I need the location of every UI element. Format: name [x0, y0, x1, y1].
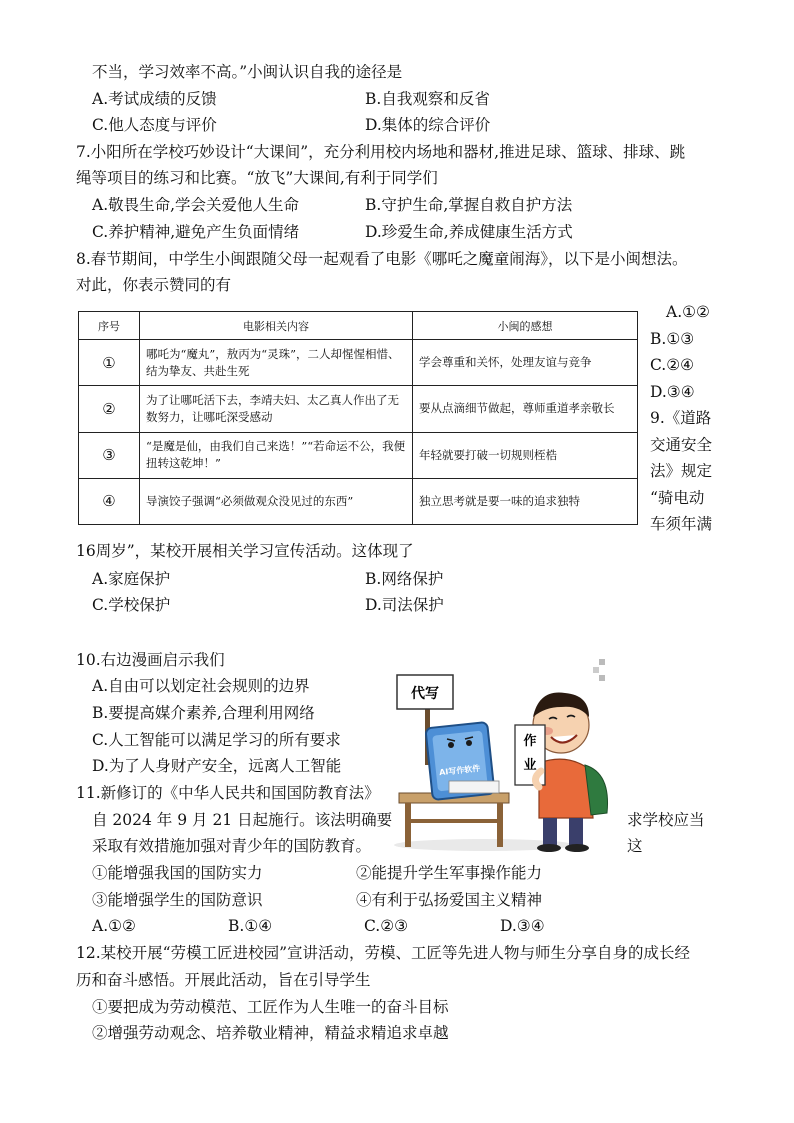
q8-row-thought: 学会尊重和关怀，处理友谊与竞争: [413, 340, 638, 386]
q11-stem-line3a: 采取有效措施加强对青少年的国防教育。: [92, 837, 372, 855]
table-row: [79, 340, 638, 386]
q6-stem-continuation: 不当，学习效率不高。”小闽认识自我的途径是: [92, 63, 403, 81]
q8-row-thought: 要从点滴细节做起，尊师重道孝亲敬长: [413, 386, 638, 432]
q8-row-num: ①: [79, 340, 140, 386]
q11-item-2: ②能提升学生军事操作能力: [356, 864, 543, 882]
q12-item-1: ①要把成为劳动模范、工匠作为人生唯一的奋斗目标: [92, 998, 449, 1016]
q11-stem-line3b: 这: [627, 837, 643, 855]
q8-row-num: ③: [79, 432, 140, 478]
q11-option-a: A.①②: [92, 917, 136, 935]
q8-row-content: 导演饺子强调“必须做观众没见过的东西”: [140, 478, 413, 524]
q8-header-content: 电影相关内容: [140, 312, 413, 340]
table-row: [79, 386, 638, 432]
q7-option-a: A.敬畏生命,学会关爱他人生命: [92, 196, 300, 214]
q8-table: [78, 311, 638, 525]
q11-option-d: D.③④: [500, 917, 545, 935]
q9-stem-side-5: 车须年满: [650, 515, 713, 533]
q8-row-thought: 独立思考就是要一味的追求独特: [413, 478, 638, 524]
q8-row-content: “是魔是仙，由我们自己来选！”“若命运不公，我便扭转这乾坤！”: [140, 432, 413, 478]
q8-row-num: ④: [79, 478, 140, 524]
table-row: [79, 432, 638, 478]
cartoon-sign-text: 代写: [411, 686, 439, 702]
cartoon-screen-text: AI写作软件: [438, 763, 481, 778]
cartoon-paper-text-bottom: 业: [523, 758, 537, 773]
q8-option-b: B.①③: [650, 330, 695, 348]
q8-stem-line1: 8.春节期间，中学生小闽跟随父母一起观看了电影《哪吒之魔童闹海》，以下是小闽想法。: [76, 250, 688, 268]
q7-stem-line2: 绳等项目的练习和比赛。“放飞”大课间,有利于同学们: [76, 169, 438, 187]
q7-option-d: D.珍爱生命,养成健康生活方式: [365, 223, 573, 241]
q8-header-num: 序号: [79, 312, 140, 340]
q11-option-b: B.①④: [228, 917, 273, 935]
q9-option-c: C.学校保护: [92, 596, 171, 614]
q8-stem-line2: 对此，你表示赞同的有: [76, 276, 232, 294]
q8-option-d: D.③④: [650, 383, 695, 401]
q7-option-c: C.养护精神,避免产生负面情绪: [92, 223, 300, 241]
q9-option-d: D.司法保护: [365, 596, 444, 614]
q11-item-4: ④有利于弘扬爱国主义精神: [356, 891, 543, 909]
q8-row-thought: 年轻就要打破一切规则桎梏: [413, 432, 638, 478]
q9-option-b: B.网络保护: [365, 570, 444, 588]
q8-row-num: ②: [79, 386, 140, 432]
q6-option-d: D.集体的综合评价: [365, 116, 491, 134]
q9-stem-side-3: 法》规定: [650, 462, 713, 480]
q6-option-c: C.他人态度与评价: [92, 116, 217, 134]
q9-stem-side-2: 交通安全: [650, 436, 713, 454]
q11-item-3: ③能增强学生的国防意识: [92, 891, 263, 909]
q11-stem-line2b: 求学校应当: [627, 811, 705, 829]
q11-stem-line2a: 自 2024 年 9 月 21 日起施行。该法明确要: [92, 811, 393, 829]
q8-option-a: A.①②: [666, 303, 710, 321]
q11-option-c: C.②③: [364, 917, 409, 935]
q8-header-thought: 小闽的感想: [413, 312, 638, 340]
q8-option-c: C.②④: [650, 356, 695, 374]
q12-item-2: ②增强劳动观念、培养敬业精神，精益求精追求卓越: [92, 1024, 449, 1042]
q10-option-c: C.人工智能可以满足学习的所有要求: [92, 731, 341, 749]
q10-stem: 10.右边漫画启示我们: [76, 651, 225, 669]
q11-stem-line1: 11.新修订的《中华人民共和国国防教育法》: [76, 784, 380, 802]
q10-option-b: B.要提高媒介素养,合理利用网络: [92, 704, 315, 722]
cartoon-paper-text-top: 作: [523, 734, 537, 749]
q9-stem-side-1: 9.《道路: [650, 409, 712, 427]
q10-option-d: D.为了人身财产安全，远离人工智能: [92, 757, 342, 775]
q10-option-a: A.自由可以划定社会规则的边界: [92, 677, 310, 695]
q6-option-b: B.自我观察和反省: [365, 90, 490, 108]
table-row: [79, 478, 638, 524]
q10-cartoon-image: [389, 653, 615, 853]
q7-option-b: B.守护生命,掌握自救自护方法: [365, 196, 573, 214]
q12-stem-line2: 历和奋斗感悟。开展此活动，旨在引导学生: [76, 971, 371, 989]
q12-stem-line1: 12.某校开展“劳模工匠进校园”宣讲活动，劳模、工匠等先进人物与师生分享自身的成长经: [76, 944, 691, 962]
q9-stem-continuation: 16周岁”，某校开展相关学习宣传活动。这体现了: [76, 542, 414, 560]
q8-row-content: 哪吒为“魔丸”，敖丙为“灵珠”，二人却惺惺相惜、结为挚友、共赴生死: [140, 340, 413, 386]
q7-stem-line1: 7.小阳所在学校巧妙设计“大课间”，充分利用校内场地和器材,推进足球、篮球、排球、跳: [76, 143, 686, 161]
q9-option-a: A.家庭保护: [92, 570, 171, 588]
q11-item-1: ①能增强我国的国防实力: [92, 864, 263, 882]
q6-option-a: A.考试成绩的反馈: [92, 90, 217, 108]
q9-stem-side-4: “骑电动: [650, 489, 705, 507]
q8-row-content: 为了让哪吒活下去，李靖夫妇、太乙真人作出了无数努力，让哪吒深受感动: [140, 386, 413, 432]
